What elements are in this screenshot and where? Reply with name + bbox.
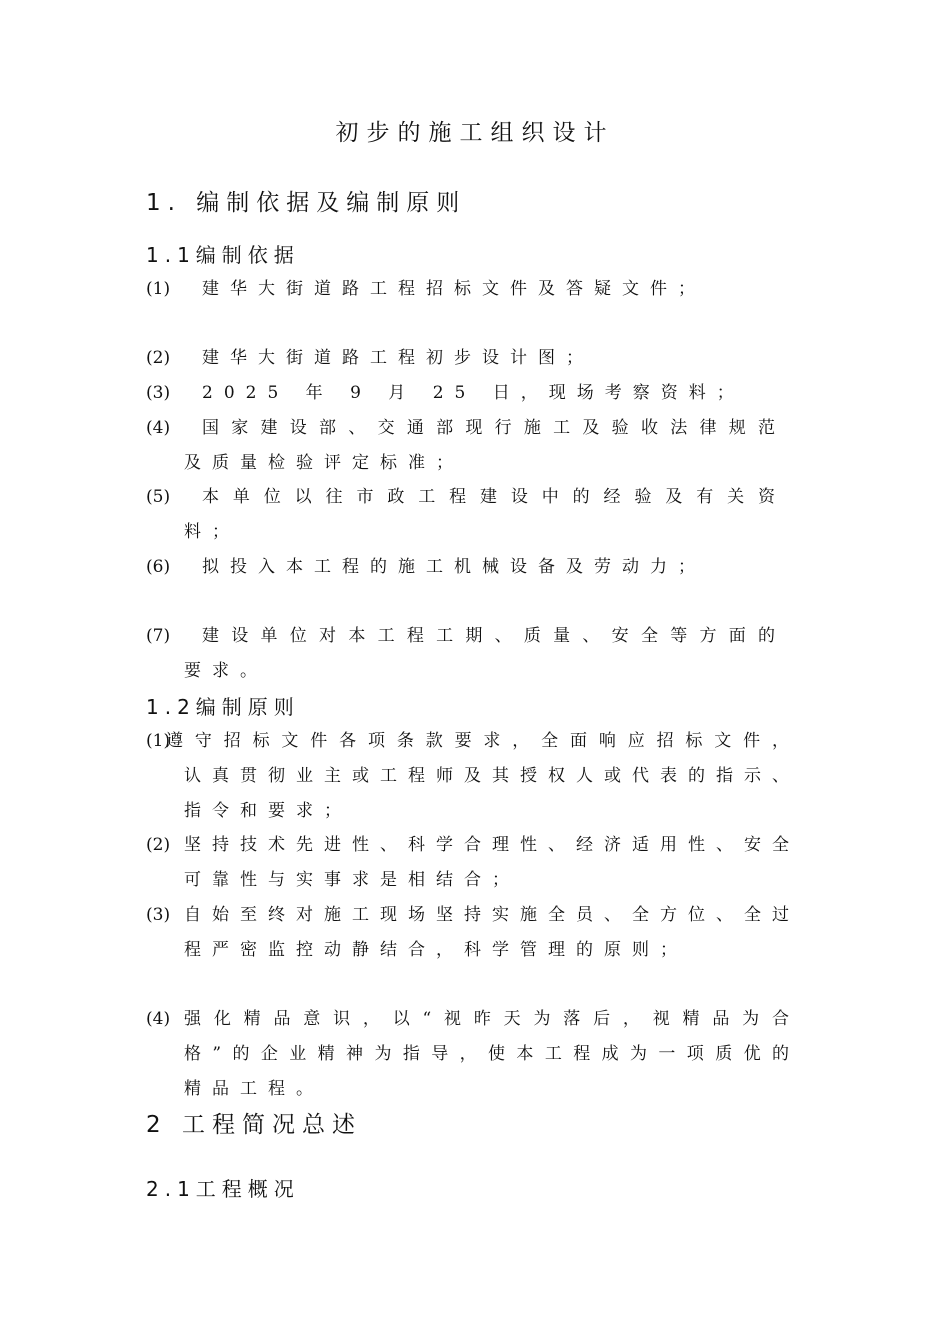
item-number: (1)	[146, 279, 171, 299]
section-2-1-heading: 2.1工程概况	[146, 1177, 300, 1201]
item-text: 建设单位对本工程工期、质量、安全等方面的要求。	[184, 626, 786, 681]
item-number: (5)	[146, 487, 171, 507]
item-text: 本单位以往市政工程建设中的经验及有关资料；	[184, 487, 786, 542]
item-text	[184, 828, 800, 898]
item-number: (7)	[146, 626, 171, 646]
section-2-heading: 2 工程简况总述	[146, 1112, 362, 1138]
item-text: 建华大街道路工程招标文件及答疑文件；	[202, 279, 706, 299]
item-number: (3)	[146, 905, 171, 925]
section-1-1-heading: 1.1编制依据	[146, 243, 300, 267]
item-text-content: 自始至终对施工现场坚持实施全员、全方位、全过程严密监控动静结合，科学管理的原则；	[184, 905, 800, 960]
item-number: (2)	[146, 835, 171, 855]
item-number: (6)	[146, 557, 171, 577]
section-1-heading: 1. 编制依据及编制原则	[146, 190, 467, 216]
item-number: (1)	[146, 731, 171, 751]
document-title: 初步的施工组织设计	[335, 120, 615, 146]
item-text-content: 强化精品意识，以“视昨天为落后，视精品为合格”的企业精神为指导，使本工程成为一项质优的精品工程。	[184, 1009, 800, 1099]
item-text: 拟投入本工程的施工机械设备及劳动力；	[202, 557, 706, 577]
item-text-content: 坚持技术先进性、科学合理性、经济适用性、安全可靠性与实事求是相结合；	[184, 835, 800, 890]
item-text: 2025 年 9 月 25 日，现场考察资料；	[202, 383, 745, 403]
item-number: (4)	[146, 1009, 171, 1029]
item-number: (4)	[146, 418, 171, 438]
item-text: 建华大街道路工程初步设计图；	[202, 348, 594, 368]
item-text	[184, 898, 800, 968]
section-1-2-heading: 1.2编制原则	[146, 695, 300, 719]
item-number: (3)	[146, 383, 171, 403]
item-text-content: 遵守招标文件各项条款要求，全面响应招标文件，认真贯彻业主或工程师及其授权人或代表的指示、指令和要求；	[166, 731, 800, 821]
item-number: (2)	[146, 348, 171, 368]
item-text: 国家建设部、交通部现行施工及验收法律规范及质量检验评定标准；	[184, 418, 786, 473]
item-text	[184, 1002, 800, 1106]
item-text	[166, 724, 800, 828]
